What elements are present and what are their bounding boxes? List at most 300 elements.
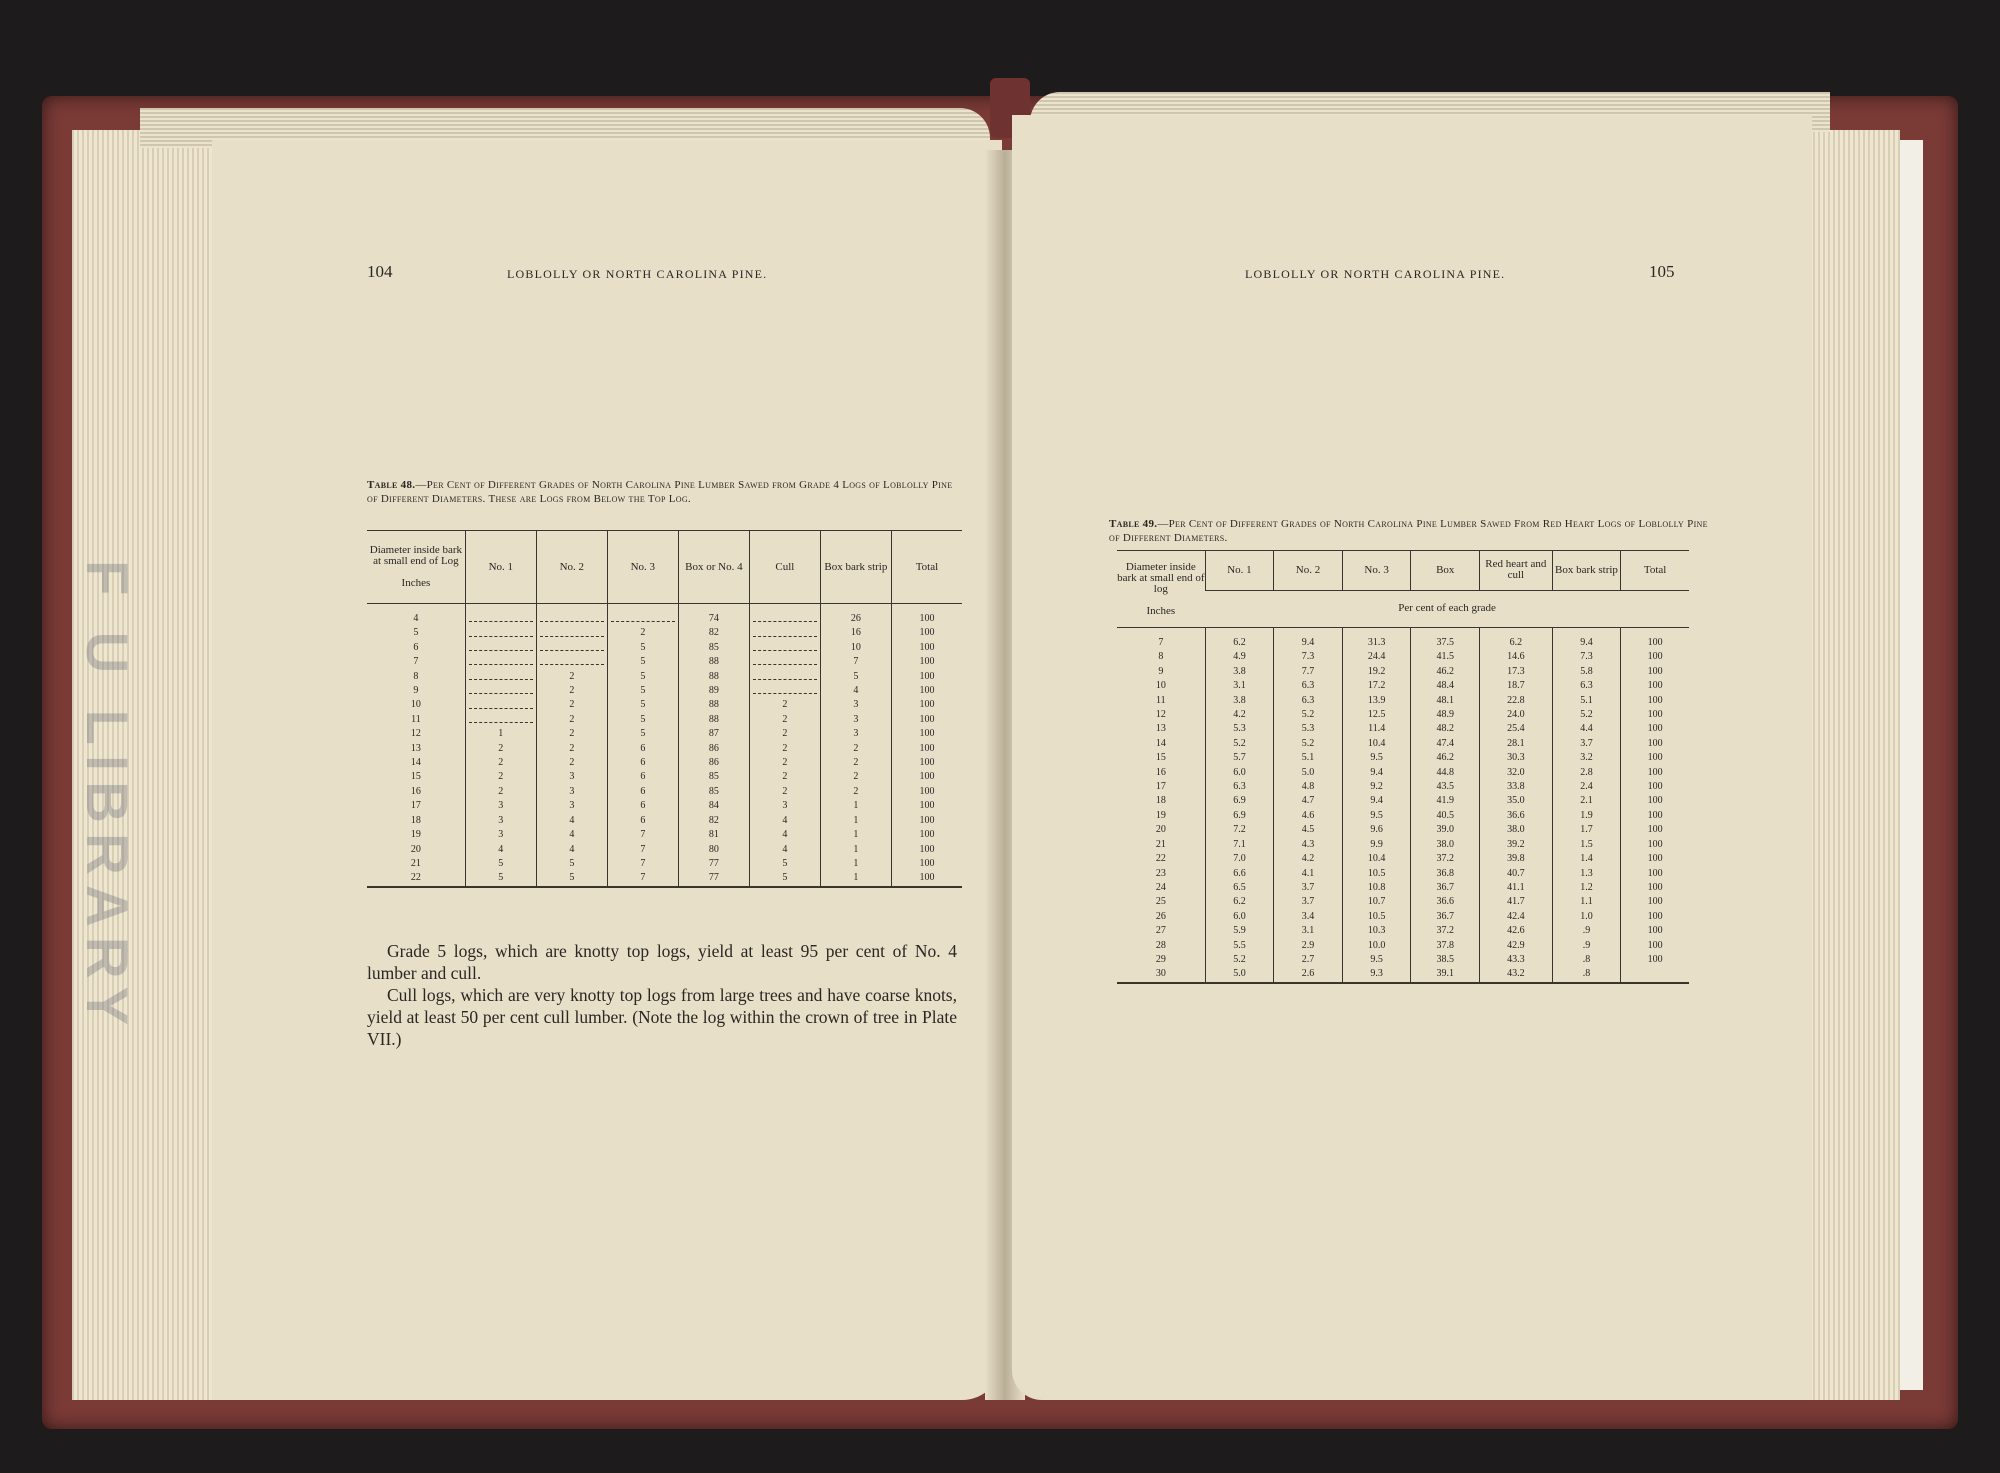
table-cell: 28 — [1155, 939, 1166, 951]
table-cell — [465, 684, 536, 698]
table-cell: 5.0 — [1274, 766, 1343, 780]
table-cell — [465, 713, 536, 727]
table-cell: 4 — [749, 843, 820, 857]
table-cell: 100 — [1621, 953, 1689, 967]
table-cell: 2 — [536, 742, 607, 756]
table-cell: 88 — [678, 670, 749, 684]
table-cell: 39.0 — [1411, 823, 1480, 837]
table-cell: 3 — [820, 698, 891, 712]
table-cell: 3.7 — [1274, 895, 1343, 909]
table-cell: 1.1 — [1552, 895, 1621, 909]
dash-placeholder — [469, 687, 533, 694]
column-header: No. 2 — [536, 531, 607, 604]
table-cell: 3 — [465, 828, 536, 842]
table-cell: 5 — [749, 871, 820, 886]
table-row — [367, 785, 962, 799]
table-row — [1117, 881, 1689, 895]
dash-placeholder — [540, 658, 604, 665]
table-cell: 18 — [410, 814, 421, 826]
table-cell: 2 — [465, 785, 536, 799]
dash-placeholder — [753, 687, 817, 694]
table-cell: 32.0 — [1480, 766, 1553, 780]
table-cell: 100 — [1621, 737, 1689, 751]
table-cell: 19 — [410, 829, 421, 841]
table-cell: 100 — [1621, 881, 1689, 895]
table-cell: 6.0 — [1205, 766, 1274, 780]
table-cell: 37.2 — [1411, 924, 1480, 938]
table-cell: 17 — [410, 800, 421, 812]
table-row — [367, 713, 962, 727]
table-cell: 9.4 — [1552, 628, 1621, 651]
table-cell: 39.2 — [1480, 838, 1553, 852]
table-cell: 5 — [607, 684, 678, 698]
table-cell — [536, 604, 607, 627]
table-cell: 10 — [1155, 680, 1166, 692]
table-cell: 5.9 — [1205, 924, 1274, 938]
table-cell: 5.1 — [1552, 694, 1621, 708]
table-cell — [536, 641, 607, 655]
table-cell: 42.6 — [1480, 924, 1553, 938]
table-cell: 5 — [413, 627, 419, 639]
table-cell: 10 — [820, 641, 891, 655]
table-cell: 3.1 — [1274, 924, 1343, 938]
table-cell: 6.9 — [1205, 794, 1274, 808]
dash-placeholder — [753, 673, 817, 680]
table-cell: 100 — [891, 871, 962, 886]
table-cell: 36.6 — [1480, 809, 1553, 823]
table-cell: 39.8 — [1480, 852, 1553, 866]
table-cell: 11 — [1156, 694, 1166, 706]
table-row — [1117, 823, 1689, 837]
table-49-body — [1117, 628, 1689, 983]
column-header: Cull — [749, 531, 820, 604]
table-cell: 87 — [678, 727, 749, 741]
table-cell: 39.1 — [1411, 967, 1480, 982]
dash-placeholder — [540, 615, 604, 622]
table-cell: 5 — [607, 670, 678, 684]
table-cell: 7.3 — [1274, 650, 1343, 664]
paragraph: Grade 5 logs, which are knotty top logs, yield at least 95 per cent of No. 4 lumber and cull. — [367, 941, 957, 983]
table-row — [1117, 628, 1689, 651]
table-cell: 48.9 — [1411, 708, 1480, 722]
table-cell: 5 — [607, 698, 678, 712]
dash-placeholder — [753, 630, 817, 637]
table-row — [367, 742, 962, 756]
table-cell: 1.5 — [1552, 838, 1621, 852]
table-cell: 36.8 — [1411, 867, 1480, 881]
left-page — [212, 140, 1002, 1400]
table-cell: 100 — [1621, 924, 1689, 938]
table-cell: 6.3 — [1274, 679, 1343, 693]
table-cell: 5 — [607, 641, 678, 655]
table-cell: 85 — [678, 641, 749, 655]
table-cell: .9 — [1552, 939, 1621, 953]
table-cell: 13 — [1155, 723, 1166, 735]
table-cell: 3 — [820, 713, 891, 727]
table-cell: 5 — [536, 871, 607, 886]
running-head: LOBLOLLY OR NORTH CAROLINA PINE. — [507, 267, 768, 281]
table-cell: 10 — [410, 699, 421, 711]
table-cell: 7.2 — [1205, 823, 1274, 837]
table-cell: 6 — [607, 785, 678, 799]
table-cell: 24 — [1155, 881, 1166, 893]
table-cell: 100 — [1621, 679, 1689, 693]
table-cell: 3.8 — [1205, 694, 1274, 708]
table-cell: 7 — [607, 828, 678, 842]
table-row — [367, 655, 962, 669]
table-cell: 2 — [749, 785, 820, 799]
table-49 — [1117, 550, 1689, 984]
table-cell: 5.3 — [1274, 722, 1343, 736]
table-cell: 100 — [1621, 722, 1689, 736]
table-cell: 6 — [607, 742, 678, 756]
page-number: 104 — [367, 262, 393, 281]
table-row — [1117, 895, 1689, 909]
table-cell: 2.8 — [1552, 766, 1621, 780]
table-cell: 2.9 — [1274, 939, 1343, 953]
table-cell: 100 — [1621, 780, 1689, 794]
table-cell: 48.4 — [1411, 679, 1480, 693]
table-cell: 9.9 — [1342, 838, 1411, 852]
table-cell: 1 — [820, 843, 891, 857]
table-cell: 6.3 — [1274, 694, 1343, 708]
table-cell: 9 — [413, 685, 419, 697]
table-cell: 100 — [1621, 852, 1689, 866]
table-cell: 6.2 — [1205, 628, 1274, 651]
table-cell: 48.1 — [1411, 694, 1480, 708]
table-cell: 20 — [410, 843, 421, 855]
table-cell: 2 — [749, 770, 820, 784]
table-row — [367, 770, 962, 784]
table-cell: 42.4 — [1480, 910, 1553, 924]
table-cell: 37.2 — [1411, 852, 1480, 866]
table-cell: 6.3 — [1552, 679, 1621, 693]
table-row — [367, 756, 962, 770]
table-cell: 7.0 — [1205, 852, 1274, 866]
table-cell: 27 — [1155, 925, 1166, 937]
table-cell: 44.8 — [1411, 766, 1480, 780]
table-cell: 4.1 — [1274, 867, 1343, 881]
table-cell: 88 — [678, 713, 749, 727]
table-cell: 4.6 — [1274, 809, 1343, 823]
table-cell: 30 — [1117, 967, 1205, 982]
table-cell: 38.0 — [1480, 823, 1553, 837]
table-cell: 77 — [678, 871, 749, 886]
dash-placeholder — [611, 615, 675, 622]
table-cell: 2 — [607, 626, 678, 640]
table-cell: 2.4 — [1552, 780, 1621, 794]
page-edges-right — [1810, 130, 1900, 1400]
dash-placeholder — [540, 644, 604, 651]
table-48 — [367, 530, 962, 888]
table-cell: 2 — [749, 742, 820, 756]
paragraph: Cull logs, which are very knotty top logs from large trees and have coarse knots, yield at least 50 per cent cull lumber. (Note the log within the crown of tree in Plate VII.) — [367, 985, 957, 1049]
table-cell: 10.3 — [1342, 924, 1411, 938]
table-cell: 3.4 — [1274, 910, 1343, 924]
table-cell: 12 — [1155, 709, 1166, 721]
table-cell: 85 — [678, 770, 749, 784]
table-cell: 25.4 — [1480, 722, 1553, 736]
table-cell: 2 — [465, 742, 536, 756]
table-cell — [465, 604, 536, 627]
right-page — [1012, 115, 1812, 1400]
table-cell: 7.1 — [1205, 838, 1274, 852]
table-cell: 82 — [678, 626, 749, 640]
table-cell: 2 — [749, 713, 820, 727]
table-cell: 1 — [820, 799, 891, 813]
table-cell: 3.8 — [1205, 665, 1274, 679]
table-cell: 16 — [410, 785, 421, 797]
table-row — [367, 684, 962, 698]
table-row — [1117, 924, 1689, 938]
table-cell: 7 — [607, 871, 678, 886]
table-cell: 5.2 — [1552, 708, 1621, 722]
column-header: No. 3 — [1342, 551, 1411, 591]
table-cell: 12 — [410, 728, 421, 740]
table-cell: 100 — [891, 785, 962, 799]
table-cell: 13 — [410, 742, 421, 754]
table-cell: 100 — [891, 698, 962, 712]
table-cell: 3 — [536, 785, 607, 799]
table-cell: 23 — [1155, 867, 1166, 879]
table-cell: 14.6 — [1480, 650, 1553, 664]
table-cell: 2 — [749, 727, 820, 741]
table-cell: 7 — [820, 655, 891, 669]
table-cell: 5.2 — [1274, 708, 1343, 722]
table-cell: 100 — [1621, 895, 1689, 909]
table-cell: 10.0 — [1342, 939, 1411, 953]
table-row — [1117, 953, 1689, 967]
library-stamp: F U LIBRARY — [74, 560, 139, 1036]
column-header: Box — [1411, 551, 1480, 591]
table-row — [1117, 737, 1689, 751]
table-cell: 17 — [1155, 781, 1166, 793]
table-row — [1117, 910, 1689, 924]
table-row — [1117, 838, 1689, 852]
table-cell: 4.2 — [1205, 708, 1274, 722]
table-cell: 6 — [607, 799, 678, 813]
table-cell: 4.9 — [1205, 650, 1274, 664]
table-cell: 36.7 — [1411, 881, 1480, 895]
table-cell: 2 — [749, 756, 820, 770]
table-cell: .8 — [1552, 967, 1621, 982]
table-cell: 5 — [749, 857, 820, 871]
table-cell: 100 — [1621, 766, 1689, 780]
table-cell: 22 — [1155, 853, 1166, 865]
table-cell: 24.4 — [1342, 650, 1411, 664]
table-cell — [465, 626, 536, 640]
table-cell: 5 — [465, 857, 536, 871]
table-cell: 1.4 — [1552, 852, 1621, 866]
table-cell: 9 — [1158, 665, 1164, 677]
table-cell: 2 — [820, 770, 891, 784]
table-cell: 20 — [1155, 824, 1166, 836]
table-cell: 100 — [891, 655, 962, 669]
table-cell: 5 — [820, 670, 891, 684]
table-cell: 26 — [1155, 910, 1166, 922]
table-cell: 88 — [678, 698, 749, 712]
table-cell: 100 — [891, 604, 962, 627]
table-cell: 46.2 — [1411, 751, 1480, 765]
table-cell: 9.4 — [1342, 766, 1411, 780]
table-row — [1117, 852, 1689, 866]
table-cell — [749, 626, 820, 640]
table-cell: 100 — [1621, 751, 1689, 765]
table-cell: 6 — [413, 641, 419, 653]
table-cell: 100 — [1621, 794, 1689, 808]
table-cell: 89 — [678, 684, 749, 698]
table-cell: 100 — [1621, 867, 1689, 881]
table-cell — [749, 684, 820, 698]
table-cell: 36.6 — [1411, 895, 1480, 909]
table-cell: 21 — [410, 857, 421, 869]
table-cell: 8 — [1158, 651, 1164, 663]
table-cell: 4.3 — [1274, 838, 1343, 852]
dash-placeholder — [753, 658, 817, 665]
table-cell: 19.2 — [1342, 665, 1411, 679]
table-cell: 5.2 — [1205, 737, 1274, 751]
table-cell: 100 — [1621, 823, 1689, 837]
table-cell: 5.3 — [1205, 722, 1274, 736]
body-text — [367, 940, 957, 1050]
table-row — [367, 604, 962, 627]
column-header: Red heart and cull — [1480, 551, 1553, 591]
table-cell — [607, 604, 678, 627]
table-cell: 100 — [1621, 628, 1689, 651]
table-48-body — [367, 604, 962, 887]
table-cell: 4 — [749, 814, 820, 828]
table-cell: 5.2 — [1205, 953, 1274, 967]
table-cell — [536, 626, 607, 640]
table-cell: 4 — [536, 814, 607, 828]
dash-placeholder — [469, 673, 533, 680]
table-cell: 5.2 — [1274, 737, 1343, 751]
table-cell: 14 — [410, 757, 421, 769]
table-cell: 4 — [536, 828, 607, 842]
table-cell: 10.4 — [1342, 737, 1411, 751]
table-cell: 24.0 — [1480, 708, 1553, 722]
table-cell: 4 — [413, 613, 419, 624]
table-cell: 31.3 — [1342, 628, 1411, 651]
column-header: No. 1 — [1205, 551, 1274, 591]
table-cell: 10.8 — [1342, 881, 1411, 895]
table-row — [1117, 809, 1689, 823]
table-cell: 9.5 — [1342, 751, 1411, 765]
table-cell: 35.0 — [1480, 794, 1553, 808]
table-cell: 13.9 — [1342, 694, 1411, 708]
table-cell: 1 — [820, 814, 891, 828]
table-cell: 29 — [1155, 953, 1166, 965]
table-cell: 42.9 — [1480, 939, 1553, 953]
table-cell: 9.5 — [1342, 953, 1411, 967]
table-cell: 6.5 — [1205, 881, 1274, 895]
table-cell: 12.5 — [1342, 708, 1411, 722]
table-row — [367, 626, 962, 640]
table-cell: 6.9 — [1205, 809, 1274, 823]
table-cell: 41.1 — [1480, 881, 1553, 895]
table-cell: 2 — [536, 713, 607, 727]
table-cell: 15 — [1155, 752, 1166, 764]
table-cell: 100 — [1621, 838, 1689, 852]
table-cell: 18.7 — [1480, 679, 1553, 693]
table-cell: 4 — [749, 828, 820, 842]
table-cell: 43.5 — [1411, 780, 1480, 794]
table-row — [367, 871, 962, 886]
table-cell: 4.4 — [1552, 722, 1621, 736]
column-header: Total — [891, 531, 962, 604]
table-cell: 2.7 — [1274, 953, 1343, 967]
table-cell: 17.2 — [1342, 679, 1411, 693]
table-cell: 7.7 — [1274, 665, 1343, 679]
table-cell: 41.7 — [1480, 895, 1553, 909]
dash-placeholder — [540, 630, 604, 637]
table-cell: 6.0 — [1205, 910, 1274, 924]
table-cell: 1.3 — [1552, 867, 1621, 881]
table-cell: 5.0 — [1205, 967, 1274, 982]
table-cell: 26 — [820, 604, 891, 627]
table-cell: 100 — [1621, 809, 1689, 823]
table-cell: 43.2 — [1480, 967, 1553, 982]
table-row — [367, 698, 962, 712]
table-cell: 37.8 — [1411, 939, 1480, 953]
table-cell: 3.7 — [1552, 737, 1621, 751]
table-cell: 7 — [1158, 637, 1164, 648]
table-row — [1117, 967, 1689, 982]
table-cell: 25 — [1155, 896, 1166, 908]
table-cell: 43.3 — [1480, 953, 1553, 967]
table-row — [367, 799, 962, 813]
table-cell: 2 — [820, 785, 891, 799]
table-cell: 17.3 — [1480, 665, 1553, 679]
table-cell: 7 — [607, 843, 678, 857]
table-cell: 4 — [820, 684, 891, 698]
table-cell: 9.2 — [1342, 780, 1411, 794]
table-row — [1117, 708, 1689, 722]
table-cell: 100 — [891, 670, 962, 684]
table-cell: 100 — [891, 828, 962, 842]
table-cell: 1.9 — [1552, 809, 1621, 823]
table-cell: 41.9 — [1411, 794, 1480, 808]
table-cell: 5 — [536, 857, 607, 871]
dash-placeholder — [469, 644, 533, 651]
table-cell: 18 — [1155, 795, 1166, 807]
table-cell: 11 — [411, 713, 421, 725]
table-cell: 4.8 — [1274, 780, 1343, 794]
column-header: Diameter inside bark at small end of Log Inches — [367, 531, 465, 604]
table-caption-text: —Per Cent of Different Grades of North Carolina Pine Lumber Sawed From Red Heart Logs of Loblolly Pine of Different Diameters. — [1109, 518, 1708, 544]
table-cell: 14 — [1155, 737, 1166, 749]
table-cell: 40.5 — [1411, 809, 1480, 823]
table-cell: 100 — [1621, 665, 1689, 679]
table-cell: 2 — [820, 742, 891, 756]
table-row — [1117, 650, 1689, 664]
table-cell: 47.4 — [1411, 737, 1480, 751]
dash-placeholder — [469, 615, 533, 622]
table-cell: 100 — [891, 843, 962, 857]
table-cell — [1621, 967, 1689, 982]
table-cell: 3.7 — [1274, 881, 1343, 895]
table-cell: 100 — [891, 684, 962, 698]
table-cell: 100 — [891, 626, 962, 640]
dash-placeholder — [469, 630, 533, 637]
table-cell: .8 — [1552, 953, 1621, 967]
column-header: Box bark strip — [1552, 551, 1621, 591]
table-cell: 6 — [607, 756, 678, 770]
table-cell: 2 — [820, 756, 891, 770]
table-cell: 2.1 — [1552, 794, 1621, 808]
page-number: 105 — [1649, 262, 1675, 281]
subheader: Per cent of each grade — [1205, 590, 1689, 628]
